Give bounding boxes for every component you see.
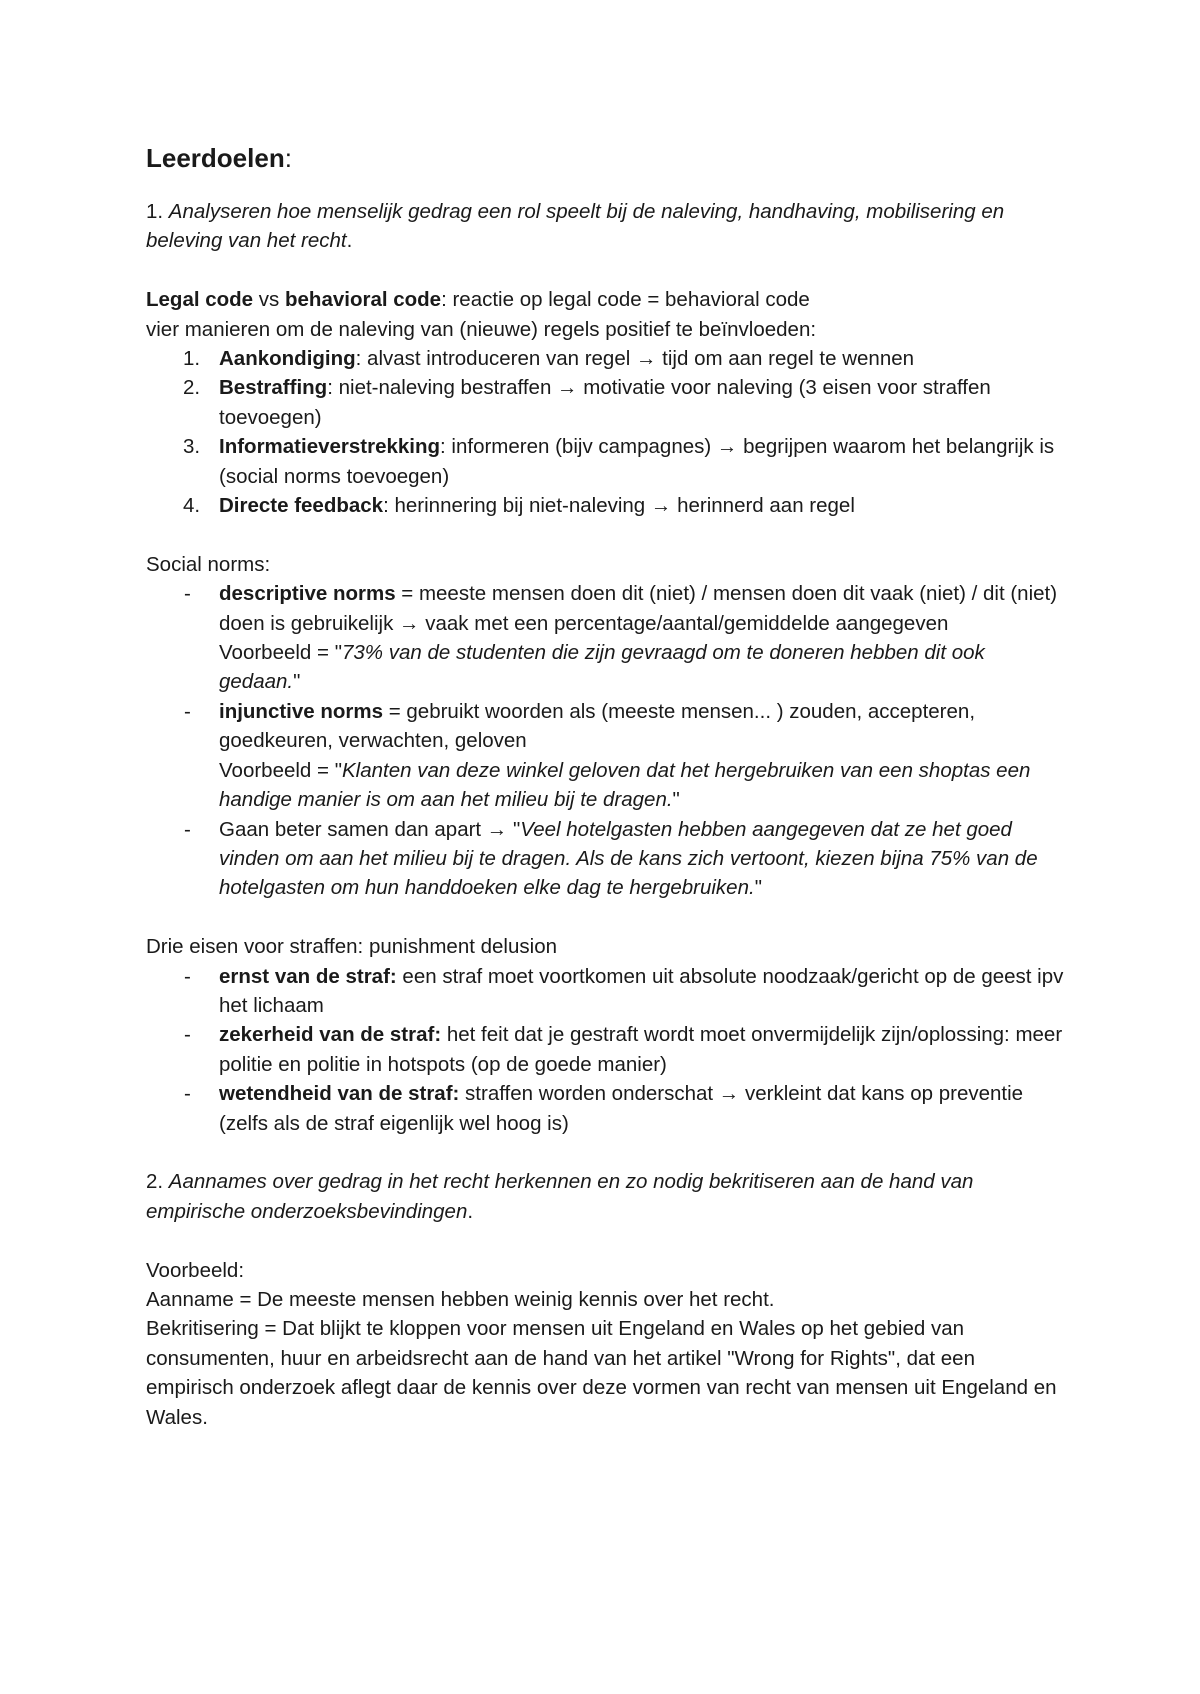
legal-code-definition: : reactie op legal code = behavioral code [441,288,810,312]
list-item [146,579,1066,697]
legal-code-term: Legal code [146,288,254,312]
list-item [146,1079,1066,1138]
punishment-list [146,962,1066,1138]
critique-text: Bekritisering = Dat blijkt te kloppen voor mensen uit Engeland en Wales op het gebied van consumenten, huur en arbeidsrecht aan de hand van het artikel "Wrong for Rights", dat een empirisch onderzoek aflegt daar de kennis over deze vormen van recht van mensen uit Engeland en Wales. [146,1317,1057,1429]
list-term: Directe feedback [219,494,384,518]
dash-marker: - [184,964,191,988]
goal-end: . [346,229,353,253]
social-norms-heading: Social norms: [146,552,271,576]
list-item [146,697,1066,815]
list-term: Bestraffing [219,376,328,400]
list-item [146,815,1066,903]
goal-end: . [467,1199,474,1223]
goal-text: Analyseren hoe menselijk gedrag een rol speelt bij de naleving, handhaving, mobilisering en beleving van het recht [146,200,1005,253]
list-number: 3. [183,435,201,459]
example-label: Voorbeeld = " [219,758,342,782]
dash-marker: - [184,1082,191,1106]
list-text: straffen worden onderschat → verkleint dat kans op preventie (zelfs als de straf eigenlijk wel hoog is) [219,1082,1024,1135]
list-item [146,344,1066,373]
title-text: Leerdoelen [146,143,285,173]
list-text: : alvast introduceren van regel → tijd om aan regel te wennen [355,347,915,371]
list-text: : informeren (bijv campagnes) → begrijpen waarom het belangrijk is (social norms toevoegen) [219,435,1055,488]
compliance-list [146,344,1066,520]
list-text: een straf moet voortkomen uit absolute noodzaak/gericht op de geest ipv het lichaam [219,964,1064,1017]
dash-marker: - [184,582,191,606]
dash-marker: - [184,699,191,723]
example-quote: Klanten van deze winkel geloven dat het hergebruiken van een shoptas een handige manier is om aan het milieu bij te dragen. [219,758,1031,812]
goal-number: 1. [146,200,169,223]
learning-goal-1 [146,197,1066,256]
list-term: wetendheid van de straf: [219,1082,460,1106]
vs-text: vs [253,288,285,312]
goal-text: Aannames over gedrag in het recht herkennen en zo nodig bekritiseren aan de hand van empirische onderzoeksbevindingen [146,1170,974,1223]
list-text: = gebruikt woorden als (meeste mensen... ) zouden, accepteren, goedkeuren, verwachten, geloven [219,699,976,753]
list-text: : niet-naleving bestraffen → motivatie voor naleving (3 eisen voor straffen toevoegen) [219,376,991,429]
list-term: Aankondiging [219,347,356,371]
list-text: het feit dat je gestraft wordt moet onvermijdelijk zijn/oplossing: meer politie en politie in hotspots (op de goede manier) [219,1023,1063,1076]
list-item [146,373,1066,432]
four-ways-intro: vier manieren om de naleving van (nieuwe) regels positief te beïnvloeden: [146,317,817,341]
list-term: ernst van de straf: [219,964,397,988]
list-number: 2. [183,376,201,400]
page-title [146,138,1066,178]
list-number: 4. [183,494,201,518]
social-norms-list [146,579,1066,902]
legal-code-line [146,285,1066,314]
punishment-heading: Drie eisen voor straffen: punishment delusion [146,935,557,959]
list-text: Gaan beter samen dan apart → " [219,817,521,841]
learning-goal-2 [146,1167,1066,1226]
assumption-text: Aanname = De meeste mensen hebben weinig kennis over het recht. [146,1287,775,1311]
quote-close: " [672,788,680,812]
quote-close: " [754,876,762,900]
example-quote: 73% van de studenten die zijn gevraagd om te doneren hebben dit ook gedaan. [219,641,985,694]
list-item [146,432,1066,491]
dash-marker: - [184,817,191,841]
title-colon: : [284,143,292,173]
list-item [146,962,1066,1021]
behavioral-code-term: behavioral code [285,288,442,312]
list-term: Informatieverstrekking [219,435,441,459]
list-term: descriptive norms [219,582,396,606]
list-text: = meeste mensen doen dit (niet) / mensen doen dit vaak (niet) / dit (niet) doen is gebruikelijk → vaak met een percentage/aantal/gemiddelde aangegeven [219,582,1058,635]
list-text: : herinnering bij niet-naleving → herinnerd aan regel [383,494,855,518]
example-label: Voorbeeld = " [219,641,342,665]
list-term: zekerheid van de straf: [219,1023,442,1047]
dash-marker: - [184,1023,191,1047]
list-item [146,1020,1066,1079]
example-heading: Voorbeeld: [146,1258,245,1282]
example-quote: Veel hotelgasten hebben aangegeven dat ze het goed vinden om aan het milieu bij te dragen. Als de kans zich vertoont, kiezen bijna 75% van de hotelgasten om hun handdoeken elke dag te hergebruiken. [219,817,1038,900]
quote-close: " [293,670,301,694]
goal-number: 2. [146,1170,169,1194]
list-item [146,491,1066,520]
list-term: injunctive norms [219,699,384,723]
document-page [146,138,1066,1432]
list-number: 1. [183,347,201,371]
